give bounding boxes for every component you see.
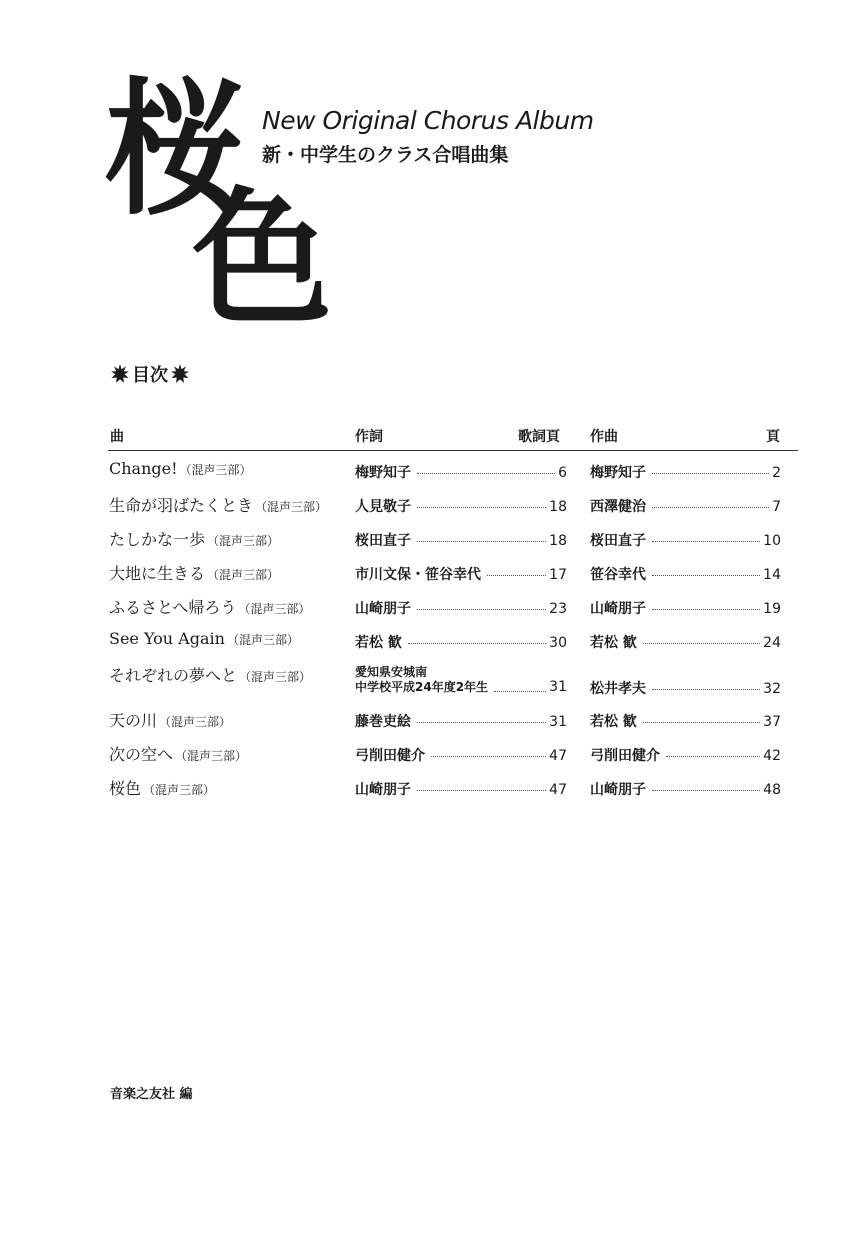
composer-name: 若松 歓 <box>590 714 637 730</box>
song-title: それぞれの夢へと （混声三部） <box>109 666 312 685</box>
dot-leader <box>431 756 546 757</box>
composer-entry <box>590 530 781 550</box>
header-lyricist: 作詞 <box>355 429 383 445</box>
page-number: 19 <box>763 601 781 617</box>
album-subtitle: 新・中学生のクラス合唱曲集 <box>262 144 509 166</box>
composer-name: 笹谷幸代 <box>590 567 646 583</box>
voicing: （混声三部） <box>175 749 248 763</box>
composer-entry <box>590 711 781 731</box>
dot-leader <box>494 691 546 692</box>
lyricist-name: 山崎朋子 <box>355 782 411 798</box>
song-title: 桜色 （混声三部） <box>109 779 216 798</box>
lyricist-entry <box>355 665 567 695</box>
header-song: 曲 <box>110 429 124 445</box>
song-title: 天の川 （混声三部） <box>109 711 232 730</box>
dot-leader <box>643 643 760 644</box>
lyricist-entry <box>355 530 567 550</box>
lyricist-name: 弓削田健介 <box>355 748 425 764</box>
composer-entry <box>590 462 781 482</box>
voicing: （混声三部） <box>207 534 280 548</box>
header-page: 頁 <box>766 429 780 445</box>
lyricist-entry <box>355 598 567 618</box>
dot-leader <box>487 575 546 576</box>
dot-leader <box>652 473 769 474</box>
dot-leader <box>652 790 760 791</box>
lyricist-name-line-1: 愛知県安城南 <box>355 665 428 679</box>
composer-name: 山崎朋子 <box>590 782 646 798</box>
dot-leader <box>652 689 760 690</box>
song-title: 次の空へ （混声三部） <box>109 745 248 764</box>
lyricist-entry <box>355 462 567 482</box>
page-number: 10 <box>763 533 781 549</box>
voicing: （混声三部） <box>159 715 232 729</box>
lyrics-page-number: 47 <box>549 748 567 764</box>
voicing: （混声三部） <box>207 568 280 582</box>
lyrics-page-number: 18 <box>549 499 567 515</box>
voicing: （混声三部） <box>238 602 311 616</box>
header-composer: 作曲 <box>590 429 618 445</box>
lyricist-name: 人見敬子 <box>355 499 411 515</box>
composer-name: 西澤健治 <box>590 499 646 515</box>
lyricist-entry <box>355 745 567 765</box>
starburst-icon <box>170 364 190 384</box>
composer-entry <box>590 745 781 765</box>
lyricist-name: 山崎朋子 <box>355 601 411 617</box>
page-number: 14 <box>763 567 781 583</box>
lyricist-name-line-2: 中学校平成24年度2年生 <box>355 680 489 694</box>
page-number: 7 <box>772 499 781 515</box>
dot-leader <box>652 541 760 542</box>
page-number: 48 <box>763 782 781 798</box>
composer-name: 山崎朋子 <box>590 601 646 617</box>
composer-name: 若松 歓 <box>590 635 637 651</box>
voicing: （混声三部） <box>179 463 252 477</box>
page-number: 42 <box>763 748 781 764</box>
lyricist-name: 藤巻吏絵 <box>355 714 411 730</box>
lyricist-entry <box>355 779 567 799</box>
lyricist-name: 若松 歓 <box>355 635 402 651</box>
page-number: 24 <box>763 635 781 651</box>
voicing: （混声三部） <box>239 670 312 684</box>
composer-entry <box>590 632 781 652</box>
lyrics-page-number: 6 <box>558 465 567 481</box>
song-title: 生命が羽ばたくとき （混声三部） <box>109 496 328 515</box>
lyricist-entry <box>355 632 567 652</box>
song-title: ふるさとへ帰ろう （混声三部） <box>109 598 311 617</box>
voicing: （混声三部） <box>226 633 299 647</box>
lyrics-page-number: 47 <box>549 782 567 798</box>
composer-entry <box>590 678 781 698</box>
lyrics-page-number: 17 <box>549 567 567 583</box>
dot-leader <box>652 575 760 576</box>
lyrics-page-number: 31 <box>549 714 567 730</box>
song-title: 大地に生きる （混声三部） <box>109 564 280 583</box>
publisher-credit: 音楽之友社 編 <box>110 1087 193 1102</box>
lyrics-page-number: 30 <box>549 635 567 651</box>
dot-leader <box>417 790 546 791</box>
lyrics-page-number: 18 <box>549 533 567 549</box>
toc-heading-label: 目次 <box>132 365 168 386</box>
page-number: 32 <box>763 681 781 697</box>
composer-name: 桜田直子 <box>590 533 646 549</box>
dot-leader <box>417 722 546 723</box>
lyricist-name <box>355 665 488 695</box>
dot-leader <box>417 473 555 474</box>
song-title: See You Again （混声三部） <box>109 629 299 648</box>
header-lyrics-page: 歌詞頁 <box>518 429 560 445</box>
dot-leader <box>652 609 760 610</box>
composer-entry <box>590 564 781 584</box>
lyricist-entry <box>355 564 567 584</box>
composer-name: 松井孝夫 <box>590 681 646 697</box>
lyricist-name: 梅野知子 <box>355 465 411 481</box>
page-number: 37 <box>763 714 781 730</box>
lyricist-entry <box>355 711 567 731</box>
composer-entry <box>590 496 781 516</box>
composer-name: 梅野知子 <box>590 465 646 481</box>
dot-leader <box>643 722 760 723</box>
title-char-2: 色 <box>192 173 333 347</box>
dot-leader <box>417 609 546 610</box>
lyricist-name: 桜田直子 <box>355 533 411 549</box>
dot-leader <box>666 756 760 757</box>
page-number: 2 <box>772 465 781 481</box>
composer-name: 弓削田健介 <box>590 748 660 764</box>
song-title: たしかな一歩 （混声三部） <box>109 530 280 549</box>
header-divider <box>108 450 798 451</box>
dot-leader <box>652 507 769 508</box>
dot-leader <box>408 643 546 644</box>
song-title: Change! （混声三部） <box>109 459 252 478</box>
voicing: （混声三部） <box>255 500 328 514</box>
dot-leader <box>417 507 546 508</box>
title-char-1: 桜 <box>104 63 245 237</box>
composer-entry <box>590 598 781 618</box>
composer-entry <box>590 779 781 799</box>
dot-leader <box>417 541 546 542</box>
lyricist-entry <box>355 496 567 516</box>
lyrics-page-number: 31 <box>549 679 567 695</box>
voicing: （混声三部） <box>143 783 216 797</box>
toc-heading <box>110 361 190 387</box>
lyrics-page-number: 23 <box>549 601 567 617</box>
album-title: New Original Chorus Album <box>262 106 594 135</box>
starburst-icon <box>110 364 130 384</box>
lyricist-name: 市川文保・笹谷幸代 <box>355 567 481 583</box>
